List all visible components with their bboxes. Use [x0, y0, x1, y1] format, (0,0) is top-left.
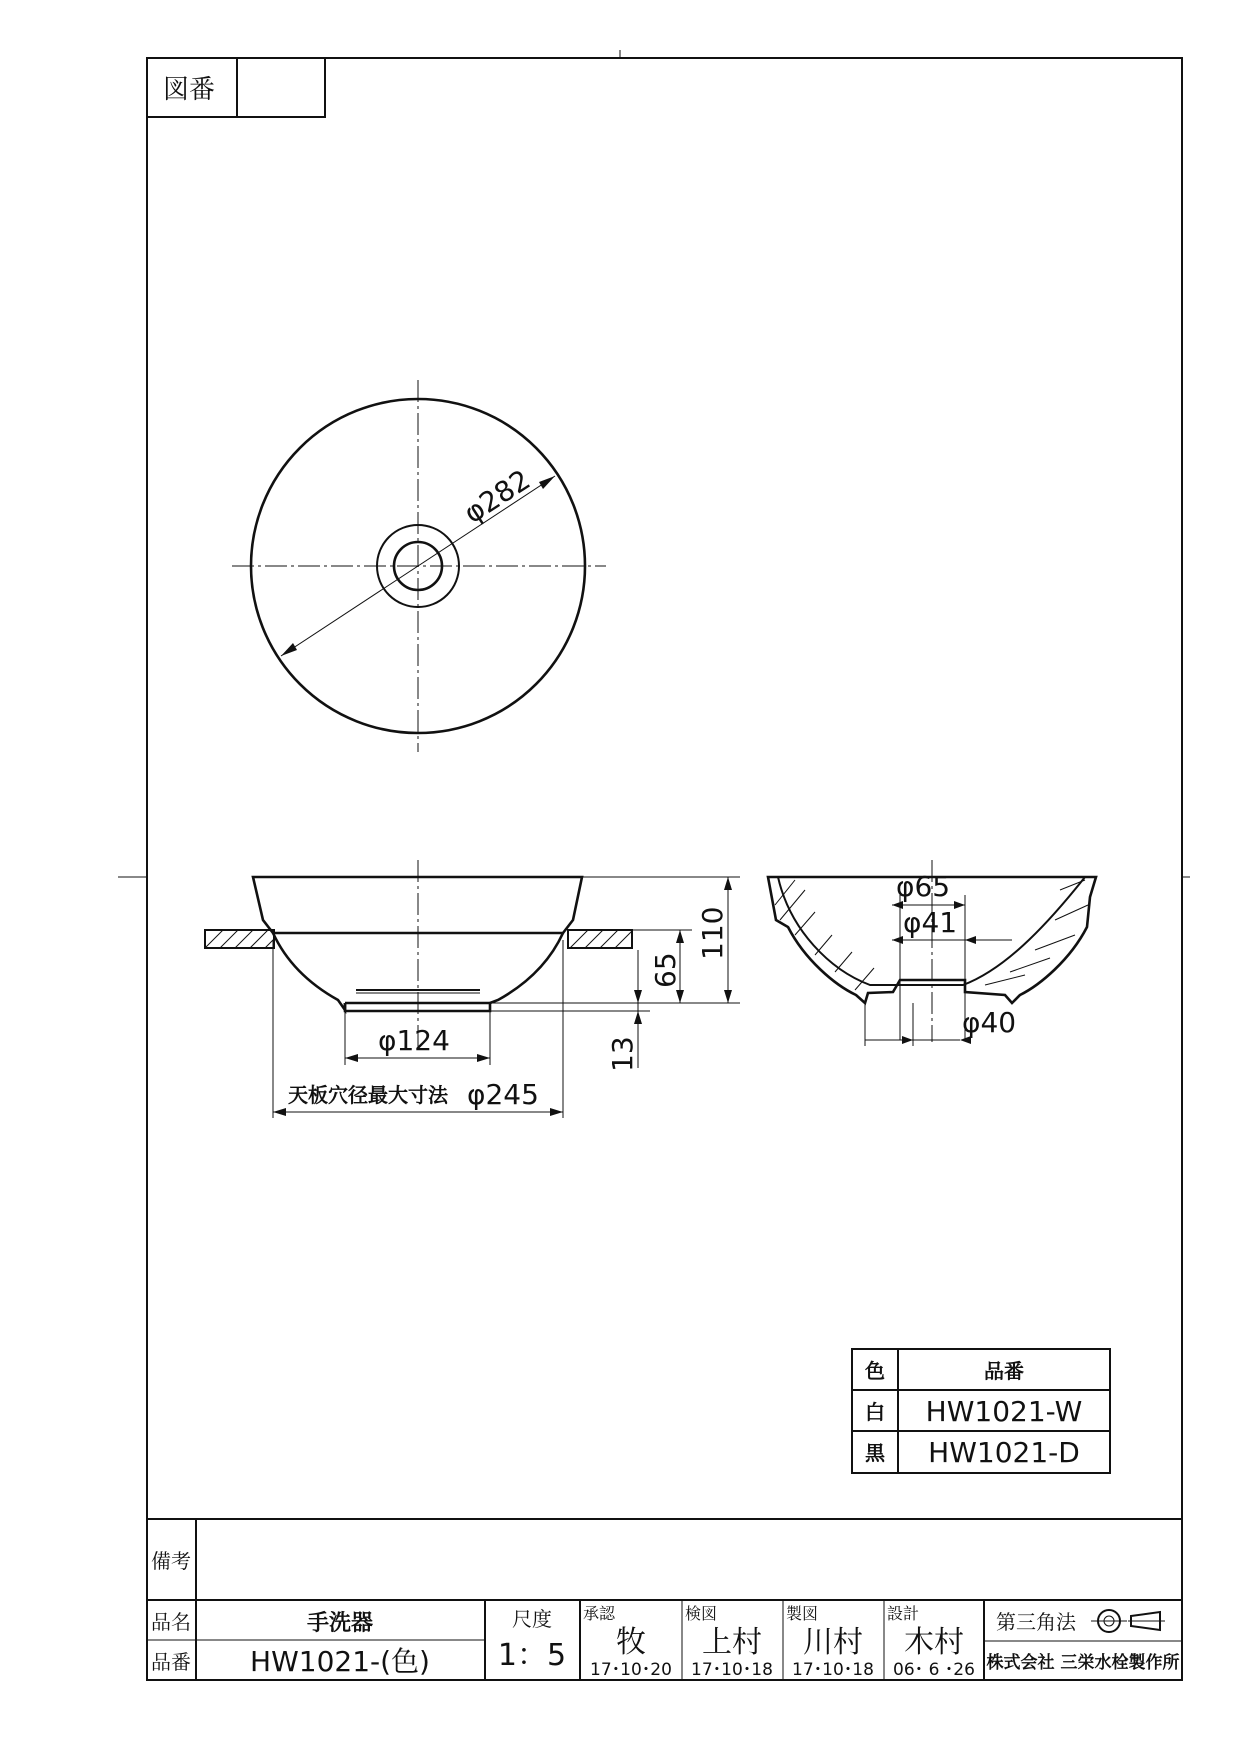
product-number-value: HW1021-(色) [250, 1645, 430, 1678]
top-view [232, 380, 606, 752]
approval-date: 17･10･18 [691, 1660, 773, 1680]
approval-name: 川村 [803, 1625, 863, 1660]
approval-date: 17･10･18 [792, 1660, 874, 1680]
drain-outer-label: φ40 [962, 1006, 1017, 1039]
approval-name: 木村 [904, 1625, 964, 1660]
approval-role: 設計 [887, 1604, 920, 1623]
scale-label: 尺度 [512, 1607, 552, 1631]
scale-value: 1：5 [497, 1638, 567, 1673]
company-name: 株式会社 三栄水栓製作所 [986, 1653, 1180, 1673]
height-foot-label: 13 [606, 1036, 639, 1072]
product-name-value: 手洗器 [306, 1611, 374, 1636]
product-number-label: 品番 [151, 1650, 191, 1674]
cutout-diameter-label: φ245 [467, 1078, 539, 1111]
drawing-number-label: 図番 [163, 75, 216, 105]
approval-role: 検図 [685, 1604, 718, 1623]
table-row-part: HW1021-W [925, 1395, 1083, 1428]
part-header: 品番 [984, 1359, 1024, 1383]
height-total-label: 110 [696, 906, 729, 960]
section-view [768, 860, 1096, 1046]
approval-date: 06･ 6 ･26 [893, 1660, 975, 1680]
approval-role: 製図 [786, 1604, 819, 1623]
drawing-number-box [147, 58, 325, 117]
approval-date: 17･10･20 [590, 1660, 672, 1680]
approval-role: 承認 [583, 1604, 616, 1623]
foot-diameter-label: φ124 [378, 1024, 450, 1057]
cutout-label: 天板穴径最大寸法 [288, 1083, 448, 1107]
product-name-label: 品名 [151, 1610, 191, 1634]
table-row-color: 黒 [865, 1441, 885, 1465]
color-header: 色 [865, 1359, 885, 1383]
title-block [147, 1519, 1182, 1680]
drain-inner-label: φ41 [903, 906, 958, 939]
top-diameter-label: φ282 [457, 463, 537, 530]
table-row-part: HW1021-D [928, 1436, 1080, 1469]
remarks-label: 備考 [151, 1549, 191, 1573]
rim-diameter-label: φ65 [896, 870, 951, 903]
color-table [852, 1349, 1110, 1473]
side-view [205, 860, 740, 1118]
projection-label: 第三角法 [996, 1610, 1076, 1634]
height-upper-label: 65 [649, 952, 682, 988]
approval-name: 上村 [702, 1625, 762, 1660]
table-row-color: 白 [865, 1400, 885, 1424]
third-angle-projection-icon [1091, 1610, 1165, 1632]
approval-name: 牧 [616, 1625, 646, 1660]
